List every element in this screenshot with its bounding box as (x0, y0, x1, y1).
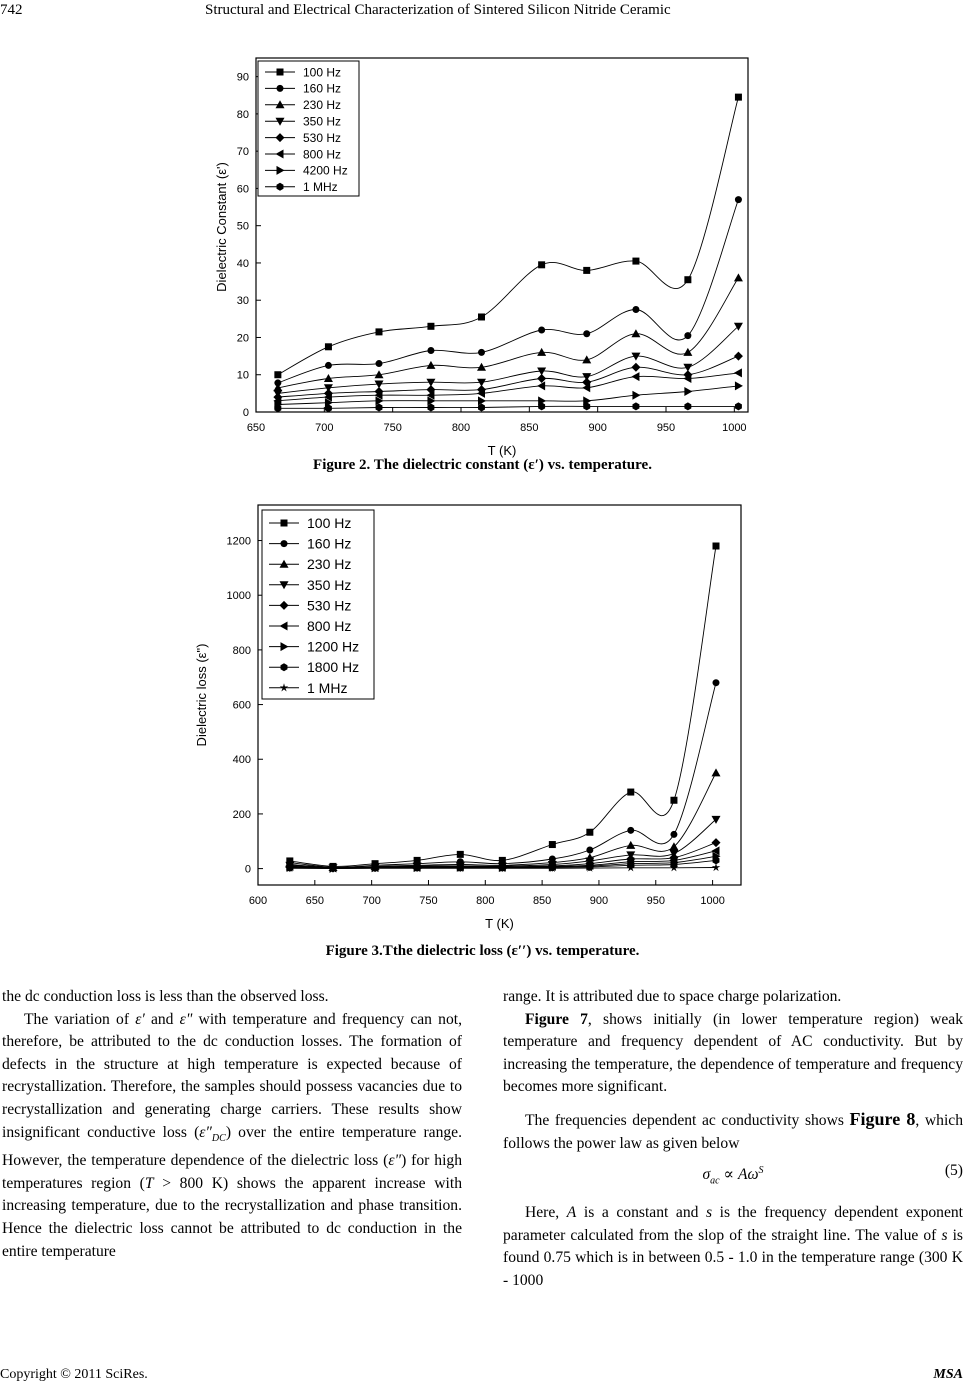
fig3-y-tick-label: 200 (232, 808, 251, 821)
left-paragraph-1: the dc conduction loss is less than the observed loss. (2, 988, 329, 1005)
fig3-x-tick-label: 950 (646, 895, 665, 907)
fig2-data-point (734, 352, 743, 361)
fig3-data-point (457, 851, 464, 858)
fig3-data-point (627, 789, 634, 796)
fig3-x-tick-label: 650 (305, 895, 325, 907)
fig2-series-line (278, 386, 739, 405)
fig2-data-point (325, 343, 332, 350)
fig2-data-point (735, 402, 742, 410)
fig3-y-tick-label: 600 (232, 699, 251, 712)
figure-3-caption: Figure 3.Tthe dielectric loss (ε′′) vs. temperature. (325, 943, 640, 959)
fig3-legend-entry: 1200 Hz (307, 638, 360, 655)
figure-3-chart (0, 480, 965, 950)
fig2-data-point (734, 368, 742, 377)
fig3-x-tick-label: 800 (476, 895, 495, 907)
fig3-legend-entry: 230 Hz (307, 556, 352, 573)
fig3-y-axis-label: Dielectric loss (ε") (194, 643, 209, 747)
fig2-legend-entry: 4200 Hz (303, 163, 348, 178)
fig2-data-point (684, 276, 691, 283)
fig2-y-tick-label: 60 (236, 183, 249, 196)
fig2-legend-entry: 230 Hz (303, 98, 342, 113)
fig3-series-line (290, 773, 716, 868)
fig2-x-tick-label: 750 (383, 422, 402, 434)
fig2-data-point (537, 381, 545, 390)
fig3-legend-entry: 350 Hz (307, 576, 352, 593)
fig2-data-point (274, 371, 281, 378)
left-column (2, 986, 462, 1263)
right-paragraph-2: Figure 7, shows initially (in lower temperature region) weak temperature and frequency dependent of AC conductivity. But by increasing the temperature, the dependence of temperature and frequency becomes more significant. (503, 1010, 963, 1096)
fig2-data-point (684, 332, 691, 339)
fig3-x-tick-label: 750 (419, 895, 438, 907)
fig3-data-point (670, 797, 677, 804)
fig2-legend-entry: 800 Hz (303, 147, 342, 162)
fig3-legend-marker (281, 520, 288, 527)
equation-5: $\sigma_{ac} \propto A\omega^S$ (5) (702, 1162, 963, 1187)
fig2-legend-entry: 160 Hz (303, 81, 342, 96)
fig2-data-point (684, 387, 692, 396)
fig3-legend-entry: 800 Hz (307, 618, 352, 635)
footer-copyright: Copyright © 2011 SciRes. (0, 1367, 148, 1382)
fig3-data-point (549, 841, 556, 848)
fig3-legend-entry: 1800 Hz (307, 659, 360, 676)
fig3-legend-entry: 160 Hz (307, 535, 352, 552)
fig2-data-point (632, 402, 639, 410)
fig2-x-axis-label: T (K) (487, 443, 517, 458)
fig2-data-point (537, 348, 546, 356)
fig2-data-point (478, 349, 485, 356)
fig2-data-point (631, 372, 639, 381)
left-paragraph-2: The variation of ε′ and ε" with temperature and frequency can not, therefore, be attributed to the dc conduction losses. The formation of defects in the structure at high temperature is expected because of recrystallization. Therefore, the samples should possess vacancies due to recrystallization and generating charge carriers. These results show insignificant conductive loss $(\varepsilon''_{DC})$ over the entire temperature range. However, the temperature dependence of the dielectric loss (ε") for high temperatures region (T > 800 K) shows the apparent increase with increasing temperature, due to the recrystallization and phase transition. Hence the dielectric loss cannot be attributed to dc conduction in the entire temperature (2, 1010, 462, 1260)
fig3-x-tick-label: 900 (589, 895, 609, 907)
fig3-data-point (627, 827, 634, 834)
fig2-legend-entry: 530 Hz (303, 130, 342, 145)
fig3-data-point (586, 847, 593, 854)
fig2-x-tick-label: 1000 (722, 422, 747, 434)
right-paragraph-4: Here, A is a constant and s is the frequency dependent exponent parameter calculated from the slop of the straight line. The value of s is found 0.75 which is in between 0.5 - 1.0 in the temperature range (300 K - 1000 (503, 1204, 964, 1289)
fig2-series-line (278, 200, 739, 383)
fig3-y-tick-label: 1200 (226, 535, 251, 548)
footer-journal: MSA (933, 1367, 963, 1382)
fig3-legend-marker (281, 540, 288, 547)
fig3-data-point (711, 768, 720, 776)
fig2-data-point (583, 267, 590, 274)
fig3-y-tick-label: 1000 (226, 590, 251, 603)
fig2-legend-entry: 100 Hz (303, 65, 342, 80)
fig2-y-tick-label: 20 (236, 332, 249, 345)
fig2-y-tick-label: 70 (236, 146, 249, 159)
fig3-x-tick-label: 1000 (700, 895, 725, 907)
fig2-x-tick-label: 950 (656, 422, 676, 434)
fig2-data-point (376, 360, 383, 367)
fig3-x-tick-label: 850 (532, 895, 552, 907)
figure-8-ref[interactable]: Figure 8 (849, 1108, 916, 1129)
fig3-y-tick-label: 800 (232, 644, 251, 657)
fig3-series-line (290, 683, 716, 868)
fig2-data-point (631, 329, 640, 337)
fig3-legend-entry: 1 MHz (307, 679, 348, 696)
fig3-data-point (586, 829, 593, 836)
fig2-data-point (478, 404, 485, 412)
fig2-legend-marker (277, 85, 284, 92)
fig2-data-point (427, 323, 434, 330)
fig2-data-point (735, 94, 742, 101)
fig3-x-axis-label: T (K) (485, 916, 514, 931)
fig2-x-tick-label: 850 (520, 422, 539, 434)
fig2-legend-marker (277, 69, 284, 76)
figure-2-caption: Figure 2. The dielectric constant (ε′) vs. temperature. (313, 457, 652, 473)
fig2-y-tick-label: 80 (236, 108, 249, 121)
fig2-data-point (734, 273, 743, 281)
fig2-y-tick-label: 10 (236, 369, 249, 382)
fig2-data-point (478, 313, 485, 320)
fig2-data-point (538, 327, 545, 334)
fig3-legend-entry: 530 Hz (307, 597, 352, 614)
fig3-data-point (711, 838, 720, 847)
fig2-y-tick-label: 90 (236, 71, 249, 84)
fig2-data-point (376, 328, 383, 335)
fig2-data-point (583, 330, 590, 337)
fig2-data-point (632, 391, 640, 400)
right-column (503, 986, 963, 1292)
fig2-y-tick-label: 50 (236, 220, 249, 233)
fig2-x-tick-label: 650 (246, 422, 266, 434)
right-paragraph-1: range. It is attributed due to space charge polarization. (503, 988, 842, 1005)
fig2-y-tick-label: 0 (242, 407, 249, 419)
fig2-y-tick-label: 30 (236, 295, 249, 308)
fig2-series-line (278, 406, 739, 408)
right-paragraph-3: The frequencies dependent ac conductivity shows Figure 8, which follows the power law as given below (503, 1108, 963, 1152)
fig2-x-tick-label: 900 (588, 422, 607, 434)
figure-2-chart (0, 0, 965, 480)
fig2-data-point (631, 363, 640, 372)
fig2-data-point (735, 381, 743, 390)
fig2-data-point (632, 306, 639, 313)
fig2-data-point (427, 404, 434, 412)
fig2-legend-entry: 1 MHz (303, 180, 338, 195)
fig2-data-point (684, 402, 691, 410)
fig3-x-tick-label: 700 (362, 895, 381, 907)
figure-7-ref[interactable]: Figure 7 (525, 1010, 588, 1028)
fig3-data-point (712, 679, 719, 686)
fig2-x-tick-label: 800 (451, 422, 471, 434)
fig3-legend-entry: 100 Hz (307, 515, 352, 532)
fig3-data-point (670, 831, 677, 838)
fig2-data-point (325, 362, 332, 369)
fig3-x-tick-label: 600 (248, 895, 268, 907)
fig2-y-tick-label: 40 (236, 257, 249, 270)
fig3-y-tick-label: 0 (244, 863, 251, 876)
fig3-y-tick-label: 400 (232, 754, 251, 767)
fig2-data-point (376, 404, 383, 412)
fig2-data-point (632, 258, 639, 265)
page-number: 742 (0, 2, 23, 18)
fig2-data-point (735, 196, 742, 203)
fig2-x-tick-label: 700 (315, 422, 334, 434)
fig3-data-point (626, 841, 635, 849)
fig2-data-point (427, 347, 434, 354)
fig2-data-point (683, 348, 692, 356)
fig2-y-axis-label: Dielectric Constant (ε') (214, 162, 229, 292)
equation-number: (5) (944, 1162, 963, 1180)
fig2-data-point (538, 261, 545, 268)
running-title: Structural and Electrical Characterization of Sintered Silicon Nitride Ceramic (205, 2, 671, 18)
fig3-data-point (712, 543, 719, 550)
fig2-legend-entry: 350 Hz (303, 114, 342, 129)
